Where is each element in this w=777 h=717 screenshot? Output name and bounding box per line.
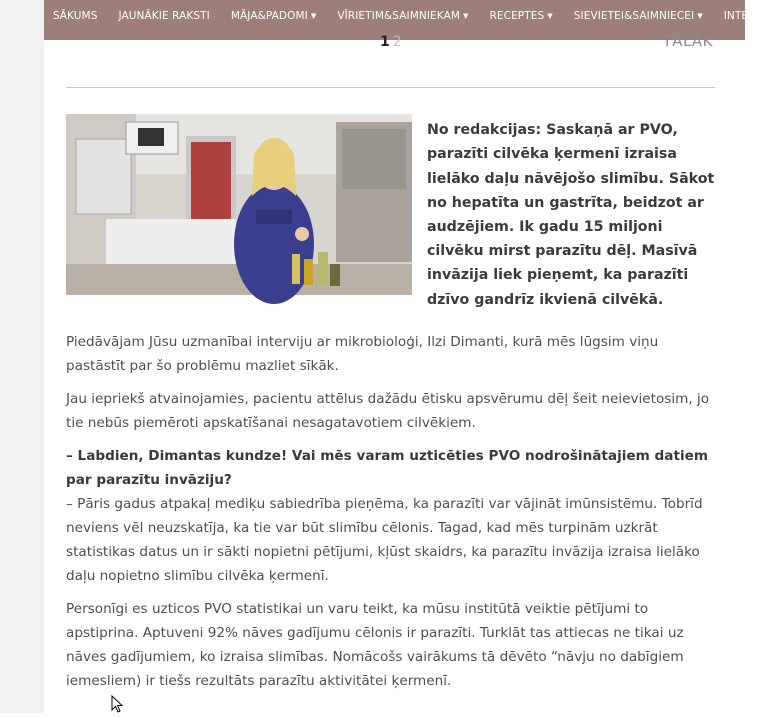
interview-question: – Labdien, Dimantas kundze! Vai mēs varam uzticēties PVO nodrošinātajiem datiem par parazītu invāziju? [66,448,708,488]
interview-answer: – Pāris gadus atpakaļ mediķu sabiedrība pieņēma, ka parazīti var vājināt imūnsistēmu. Tobrīd neviens vēl neuzskatīja, ka tie var būt slimību cēlonis. Tagad, kad mēs turpinām uzkrāt statistikas datus un ir sākti nopietni pētījumi, kļūst skaidrs, ka parazītu invāzija izraisa lielāko daļu nopietno slimību cilvēka ķermenī. [66,496,703,584]
page-2-link[interactable]: 2 [392,34,402,50]
next-page-link[interactable]: TĀLĀK [662,32,713,50]
page-gutter [0,0,44,713]
nav-item-label: INTERESA [723,10,777,22]
nav-items [44,0,777,32]
nav-item-label: JAUNĀKIE RAKSTI [118,10,210,22]
article-content [44,32,745,713]
paragraph: Piedāvājam Jūsu uzmanībai interviju ar mikrobioloģi, Ilzi Dimanti, kurā mēs lūgsim viņu pastāstīt par šo problēmu mazliet sīkāk. [66,334,659,374]
divider [66,87,715,88]
mouse-cursor-icon [111,695,125,713]
nav-item-6[interactable] [724,10,777,22]
caret-down-icon: ▼ [697,12,703,20]
article-photo [66,114,412,295]
pagination [380,34,402,50]
nav-item-label: SĀKUMS [53,10,98,22]
caret-down-icon: ▼ [547,12,553,20]
nav-item-1[interactable] [118,10,209,22]
paragraph: Jau iepriekš atvainojamies, pacientu attēlus dažādu ētisku apsvērumu dēļ šeit neievietosim, jo tie nebūs piemēroti apskatīšanai nesagatavotiem cilvēkiem. [66,391,710,431]
nav-item-3[interactable] [337,10,468,22]
nav-item-label: MĀJA&PADOMI [230,10,308,22]
nav-item-4[interactable] [490,10,553,22]
page-current: 1 [380,34,390,50]
caret-down-icon: ▼ [463,12,469,20]
nav-item-label: RECEPTES [489,10,545,22]
article-body [66,330,721,702]
nav-item-label: SIEVIETEI&SAIMNIECEI [573,10,695,22]
nav-item-0[interactable] [53,10,97,22]
nav-item-2[interactable] [231,10,316,22]
caret-down-icon: ▼ [310,12,317,20]
nav-item-label: VĪRIETIM&SAIMNIEKAM [337,10,461,22]
paragraph: Personīgi es uzticos PVO statistikai un varu teikt, ka mūsu institūtā veiktie pētījumi to apstiprina. Aptuveni 92% nāves gadījumu cēlonis ir parazīti. Turklāt tas attiecas ne tikai uz nāves gadījumiem, ko izraisa slimības. Nomācošs vairākums tā dēvēto “nāvju no dabīgiem iemesliem) ir tiešs rezultāts parazītu aktivitātei ķermenī. [66,601,684,689]
editorial-intro: No redakcijas: Saskaņā ar PVO, parazīti cilvēka ķermenī izraisa lielāko daļu nāvējošo slimību. Sākot no hepatīta un gastrīta, beidzot ar audzējiem. Ik gadu 15 miljoni cilvēku mirst parazītu dēļ. Masīvā invāzija liek pieņemt, ka parazīti dzīvo gandrīz ikvienā cilvēkā. [427,122,715,308]
nav-item-5[interactable] [574,10,703,22]
